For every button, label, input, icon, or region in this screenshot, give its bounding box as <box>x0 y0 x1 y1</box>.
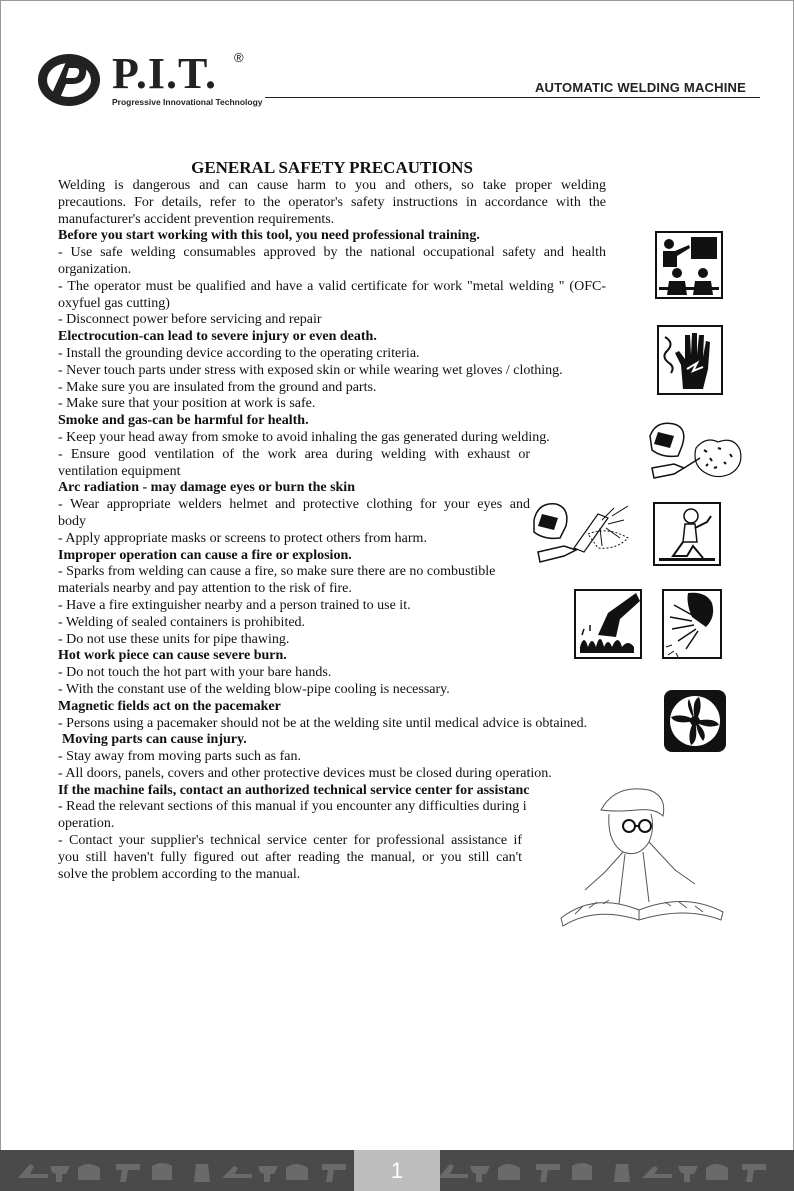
section-heading: Moving parts can cause injury. <box>62 732 247 748</box>
safety-text <box>58 178 606 883</box>
text-line: - The operator must be qualified and have a valid certificate for work "metal welding " (OFC- <box>58 278 606 294</box>
text-line: operation. <box>58 816 115 832</box>
fan-icon <box>663 689 727 753</box>
section-heading: Improper operation can cause a fire or explosion. <box>58 547 352 563</box>
hot-hand-icon <box>574 589 642 659</box>
section-heading: Before you start working with this tool, you need professional training. <box>58 228 480 244</box>
brand-tagline: Progressive Innovational Technology <box>112 97 263 107</box>
footer-band <box>0 1150 794 1191</box>
text-line: - Never touch parts under stress with exposed skin or while wearing wet gloves / clothing. <box>58 362 563 378</box>
pit-logo <box>36 49 263 114</box>
section-heading: If the machine fails, contact an authorized technical service center for assistanc <box>58 782 530 798</box>
registered-mark: ® <box>234 50 244 65</box>
text-line: oxyfuel gas cutting) <box>58 295 170 311</box>
page-title: GENERAL SAFETY PRECAUTIONS <box>191 158 473 177</box>
text-line: solve the problem according to the manual. <box>58 866 301 882</box>
kneeling-welder-icon <box>653 502 721 566</box>
text-line: - Keep your head away from smoke to avoid inhaling the gas generated during welding. <box>58 429 550 445</box>
text-line: body <box>58 513 86 529</box>
text-line: - Sparks from welding can cause a fire, so make sure there are no combustible <box>58 564 496 580</box>
text-line: organization. <box>58 261 132 277</box>
product-name: AUTOMATIC WELDING MACHINE <box>534 80 746 95</box>
electric-shock-glove-icon <box>657 325 723 395</box>
text-line: - Persons using a pacemaker should not be at the welding site until medical advice is obtained. <box>58 715 588 731</box>
text-line: - Do not touch the hot part with your bare hands. <box>58 665 332 681</box>
welding-helmet-smoke-icon <box>644 418 746 490</box>
sparks-burn-icon <box>662 589 722 659</box>
section-heading: Electrocution-can lead to severe injury or even death. <box>58 329 377 345</box>
text-line: materials nearby and pay attention to the risk of fire. <box>58 581 352 597</box>
text-line: - Have a fire extinguisher nearby and a person trained to use it. <box>58 597 411 613</box>
header-rule <box>265 97 760 98</box>
brand-name: P.I.T. <box>112 49 218 98</box>
text-line: - Welding of sealed containers is prohibited. <box>58 614 306 630</box>
section-heading: Arc radiation - may damage eyes or burn the skin <box>58 480 355 496</box>
text-line: Welding is dangerous and can cause harm to you and others, so take proper welding <box>58 178 606 193</box>
text-line: manufacturer's accident prevention requirements. <box>58 211 335 227</box>
text-line: ventilation equipment <box>58 463 181 479</box>
text-line: - Stay away from moving parts such as fan. <box>58 749 301 765</box>
section-heading: Smoke and gas-can be harmful for health. <box>58 413 309 429</box>
text-line: - Read the relevant sections of this manual if you encounter any difficulties during i <box>58 799 527 815</box>
text-line: - Contact your supplier's technical service center for professional assistance if <box>58 833 522 849</box>
text-line: - With the constant use of the welding blow-pipe cooling is necessary. <box>58 681 450 697</box>
text-line: - Ensure good ventilation of the work area during welding with exhaust or <box>58 446 530 462</box>
text-line: - Install the grounding device according to the operating criteria. <box>58 345 420 361</box>
pit-logo-mark-icon <box>36 52 102 108</box>
section-heading: Magnetic fields act on the pacemaker <box>58 698 281 714</box>
text-line: - Use safe welding consumables approved by the national occupational safety and health <box>58 245 606 261</box>
training-icon <box>655 231 723 299</box>
text-line: - Do not use these units for pipe thawing. <box>58 631 290 647</box>
text-line: - All doors, panels, covers and other protective devices must be closed during operation. <box>58 765 552 781</box>
reader-with-manual-icon <box>545 780 735 928</box>
text-line: - Apply appropriate masks or screens to protect others from harm. <box>58 530 427 546</box>
text-line: - Wear appropriate welders helmet and protective clothing for your eyes and <box>58 497 530 513</box>
text-line: - Make sure that your position at work is safe. <box>58 396 316 412</box>
text-line: precautions. For details, refer to the operator's safety instructions in accordance with the <box>58 194 606 210</box>
text-line: you still haven't fully figured out after reading the manual, or you still can't <box>58 849 522 865</box>
text-line: - Make sure you are insulated from the ground and parts. <box>58 379 377 395</box>
text-line: - Disconnect power before servicing and repair <box>58 312 322 328</box>
section-heading: Hot work piece can cause severe burn. <box>58 648 287 664</box>
welding-helmet-sparks-icon <box>528 498 642 574</box>
page-number: 1 <box>354 1150 440 1191</box>
